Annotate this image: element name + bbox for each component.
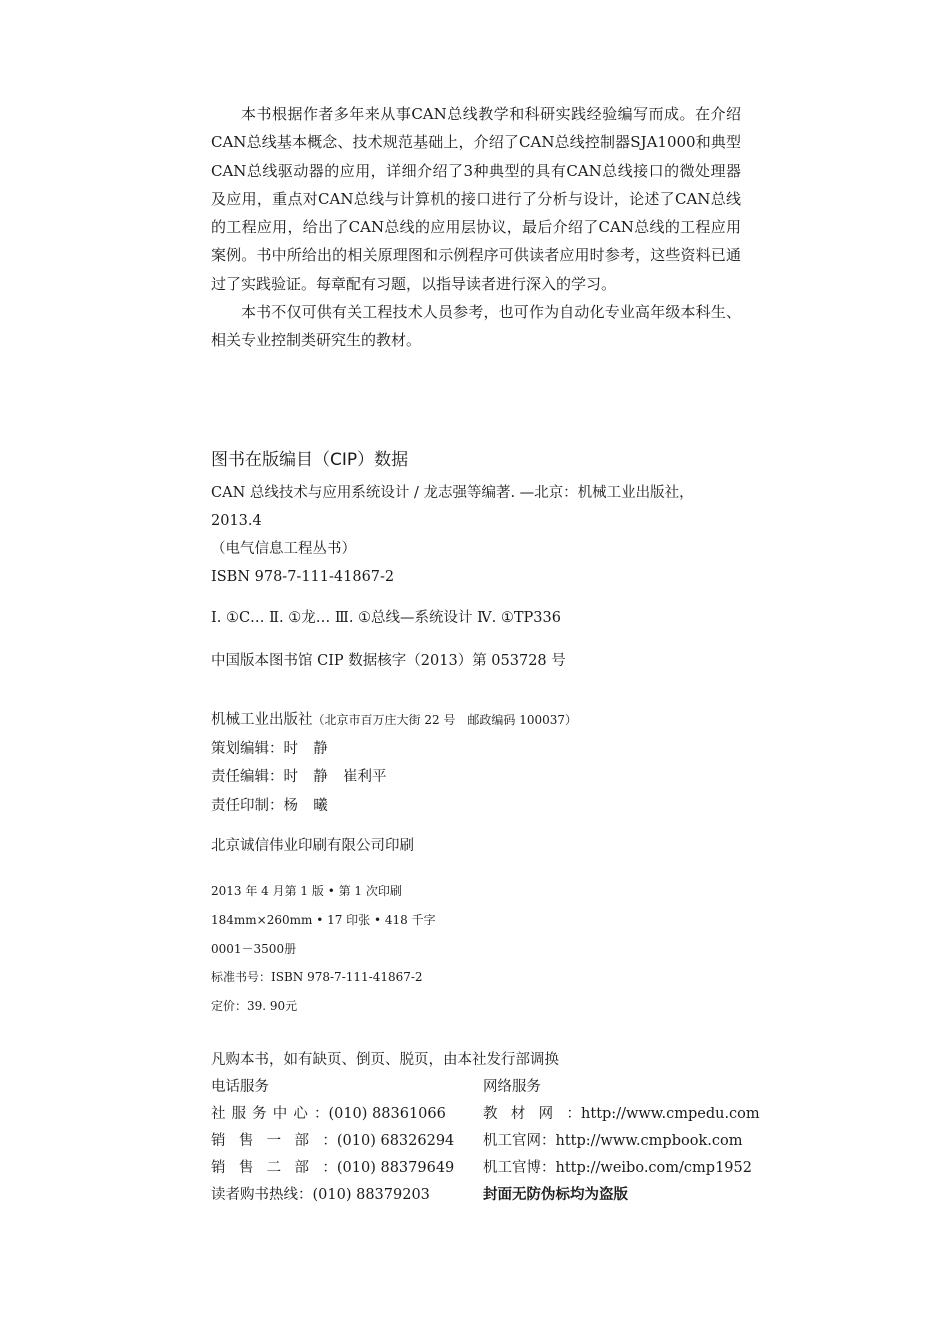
edition-price: 定价：39. 90元 xyxy=(211,999,298,1014)
planning-editor-name: 时静 xyxy=(283,740,343,757)
cip-line-title-author: CAN 总线技术与应用系统设计 / 龙志强等编著. —北京：机械工业出版社， xyxy=(211,485,694,501)
service-row-2 xyxy=(211,1128,771,1155)
service-header-row xyxy=(211,1074,771,1101)
responsible-editor-name-2: 崔利平 xyxy=(342,769,387,785)
cip-title: 图书在版编目（CIP）数据 xyxy=(211,450,409,470)
publisher-line xyxy=(211,706,577,735)
responsible-printing-name: 杨曦 xyxy=(283,797,343,814)
web-url[interactable]: ：http://weibo.com/cmp1952 xyxy=(541,1160,752,1176)
responsible-editor-line xyxy=(211,763,577,792)
cip-line-date: 2013.4 xyxy=(211,513,262,529)
phone-number: ：(010) 88361066 xyxy=(313,1106,446,1122)
responsible-editor-name: 时静 xyxy=(283,769,343,785)
publisher-address: （北京市百万庄大街 22 号 邮政编码 100037） xyxy=(312,713,578,727)
phone-number: ：(010) 88379649 xyxy=(322,1160,455,1176)
edition-isbn: 标准书号：ISBN 978-7-111-41867-2 xyxy=(211,970,423,985)
planning-editor-line xyxy=(211,735,577,764)
service-row-1 xyxy=(211,1101,771,1128)
web-item xyxy=(483,1155,752,1182)
phone-label: 社服务中心 xyxy=(211,1106,314,1122)
web-item xyxy=(483,1101,760,1128)
abstract-paragraph-2: 本书不仅可供有关工程技术人员参考，也可作为自动化专业高年级本科生、相关专业控制类研究生的教材。 xyxy=(211,303,741,350)
phone-label: 销售二部 xyxy=(211,1160,323,1176)
phone-number: ：(010) 88379203 xyxy=(298,1187,430,1203)
web-service-header: 网络服务 xyxy=(483,1079,541,1095)
edition-format: 184mm×260mm • 17 印张 • 418 千字 xyxy=(211,912,436,927)
responsible-editor-label: 责任编辑： xyxy=(211,769,284,785)
planning-editor-label: 策划编辑： xyxy=(211,740,284,757)
printer-name: 北京诚信伟业印刷有限公司印刷 xyxy=(211,838,414,854)
responsible-printing-label: 责任印制： xyxy=(211,797,284,814)
cip-line-isbn: ISBN 978-7-111-41867-2 xyxy=(211,569,395,585)
publisher-name: 机械工业出版社 xyxy=(211,712,313,728)
book-abstract xyxy=(211,100,741,355)
web-item xyxy=(483,1128,742,1155)
edition-copies: 0001－3500册 xyxy=(211,941,297,956)
service-info xyxy=(211,1047,771,1209)
publisher-block xyxy=(211,706,577,820)
service-notice: 凡购本书，如有缺页、倒页、脱页，由本社发行部调换 xyxy=(211,1052,559,1068)
web-url[interactable]: ：http://www.cmpedu.com xyxy=(566,1106,760,1122)
service-row-3 xyxy=(211,1155,771,1182)
edition-date: 2013 年 4 月第 1 版 • 第 1 次印刷 xyxy=(211,884,402,898)
web-url[interactable]: ：http://www.cmpbook.com xyxy=(541,1133,743,1149)
responsible-printing-line xyxy=(211,792,577,821)
phone-item xyxy=(211,1155,483,1182)
phone-service-header: 电话服务 xyxy=(211,1079,269,1095)
web-label: 机工官博 xyxy=(483,1160,541,1176)
abstract-paragraph-1: 本书根据作者多年来从事CAN总线教学和科研实践经验编写而成。在介绍CAN总线基本概念、技术规范基础上，介绍了CAN总线控制器SJA1000和典型CAN总线驱动器的应用，详细介绍了3种典型的具有CAN总线接口的微处理器及应用，重点对CAN总线与计算机的接口进行了分析与设计，论述了CAN总线的工程应用，给出了CAN总线的应用层协议，最后介绍了CAN总线的工程应用案例。书中所给出的相关原理图和示例程序可供读者应用时参考，这些资料已通过了实践验证。每章配有习题，以指导读者进行深入的学习。 xyxy=(211,105,741,293)
web-label: 教材网 xyxy=(483,1106,567,1122)
phone-label: 销售一部 xyxy=(211,1133,323,1149)
cip-classification: Ⅰ. ①C… Ⅱ. ①龙… Ⅲ. ①总线—系统设计 Ⅳ. ①TP336 xyxy=(211,610,561,626)
phone-item xyxy=(211,1182,483,1209)
cip-check-number: 中国版本图书馆 CIP 数据核字（2013）第 053728 号 xyxy=(211,653,566,669)
phone-item xyxy=(211,1128,483,1155)
phone-number: ：(010) 68326294 xyxy=(322,1133,455,1149)
service-row-4 xyxy=(211,1182,771,1209)
phone-item xyxy=(211,1101,483,1128)
cip-record xyxy=(211,479,746,591)
phone-label: 读者购书热线 xyxy=(211,1187,298,1203)
anti-piracy-warning: 封面无防伪标均为盗版 xyxy=(483,1187,628,1203)
cip-line-series: （电气信息工程丛书） xyxy=(211,541,356,557)
web-label: 机工官网 xyxy=(483,1133,541,1149)
edition-info xyxy=(211,877,436,1021)
